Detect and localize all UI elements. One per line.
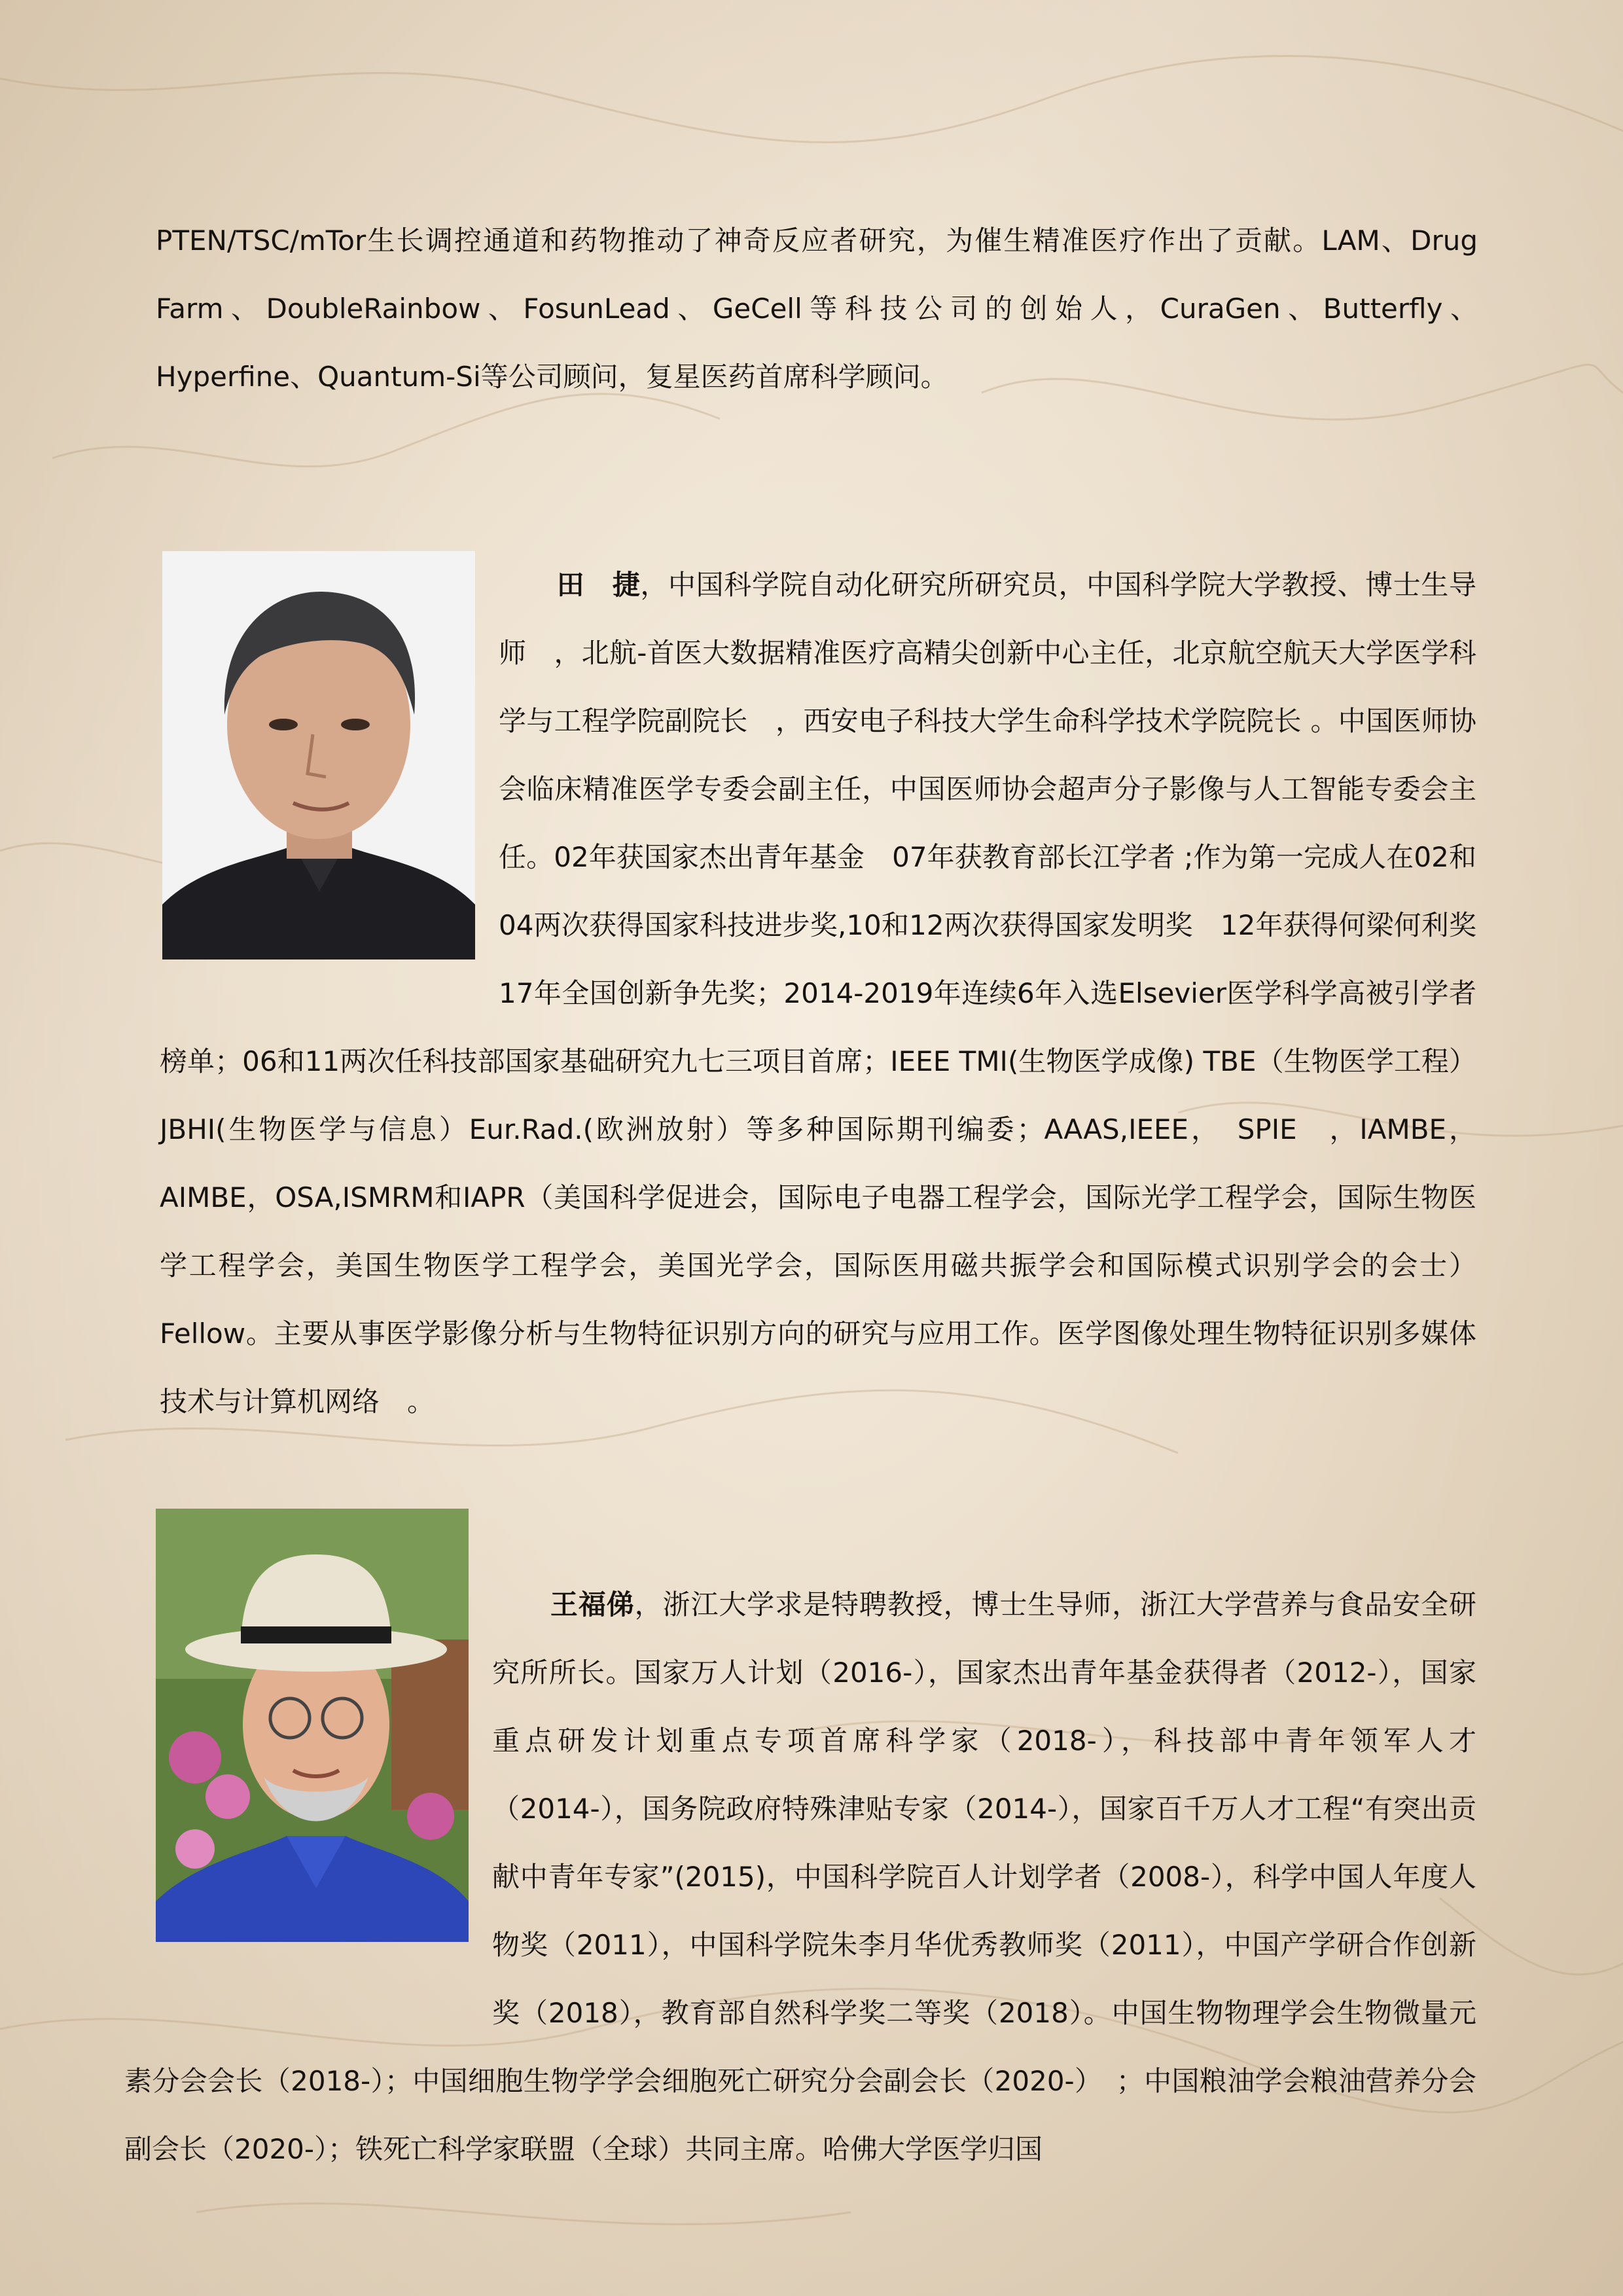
profile-name: 王福俤 (550, 1588, 635, 1621)
profile-name: 田 捷 (556, 569, 641, 601)
photo-spacer (124, 1571, 492, 1983)
profile-description: ，中国科学院自动化研究所研究员，中国科学院大学教授、博士生导师 ，北航-首医大数据精准医疗高精尖创新中心主任，北京航空航天大学医学科学与工程学院副院长 ，西安电子科技大学生命科学技术学院院长 。中国医师协会临床精准医学专委会副主任，中国医师协会超声分子影像与人工智能专委会主任。02年获国家杰出青年基金 07年获教育部长江学者 ;作为第一完成人在02和04两次获得国家科技进步奖,10和12两次获得国家发明奖 12年获得何梁何利奖 17年全国创新争先奖；2014-2019年连续6年入选Elsevier医学科学高被引学者榜单；06和11两次任科技部国家基础研究九七三项目首席；IEEE TMI(生物医学成像) TBE（生物医学工程）JBHI(生物医学与信息）Eur.Rad.(欧洲放射）等多种国际期刊编委；AAAS,IEEE， SPIE ，IAMBE，AIMBE，OSA,ISMRM和IAPR（美国科学促进会，国际电子电器工程学会，国际光学工程学会，国际生物医学工程学会，美国生物医学工程学会，美国光学会，国际医用磁共振学会和国际模式识别学会的会士）Fellow。主要从事医学影像分析与生物特征识别方向的研究与应用工作。医学图像处理生物特征识别多媒体技术与计算机网络 。 (160, 569, 1505, 1418)
profile-bio-tian-jie (160, 551, 1505, 1436)
profile-bio-wang-fudi (124, 1571, 1476, 2183)
intro-text: PTEN/TSC/mTor生长调控通道和药物推动了神奇反应者研究，为催生精准医疗作出了贡献。LAM、Drug Farm、DoubleRainbow、FosunLead、GeCell等科技公司的创始人，CuraGen、Butterfly、Hyperfine、Quantum-Si等公司顾问，复星医药首席科学顾问。 (156, 224, 1478, 393)
photo-spacer (160, 551, 499, 1028)
intro-paragraph (156, 207, 1478, 411)
profile-description: ，浙江大学求是特聘教授，博士生导师，浙江大学营养与食品安全研究所所长。国家万人计划（2016-），国家杰出青年基金获得者（2012-），国家重点研发计划重点专项首席科学家（2018-），科技部中青年领军人才（2014-），国务院政府特殊津贴专家（2014-），国家百千万人才工程“有突出贡献中青年专家”(2015)，中国科学院百人计划学者（2008-），科学中国人年度人物奖（2011），中国科学院朱李月华优秀教师奖（2011），中国产学研合作创新奖（2018），教育部自然科学奖二等奖（2018）。中国生物物理学会生物微量元素分会会长（2018-）；中国细胞生物学学会细胞死亡研究分会副会长（2020-） ；中国粮油学会粮油营养分会副会长（2020-）；铁死亡科学家联盟（全球）共同主席。哈佛大学医学归国 (124, 1588, 1476, 2165)
